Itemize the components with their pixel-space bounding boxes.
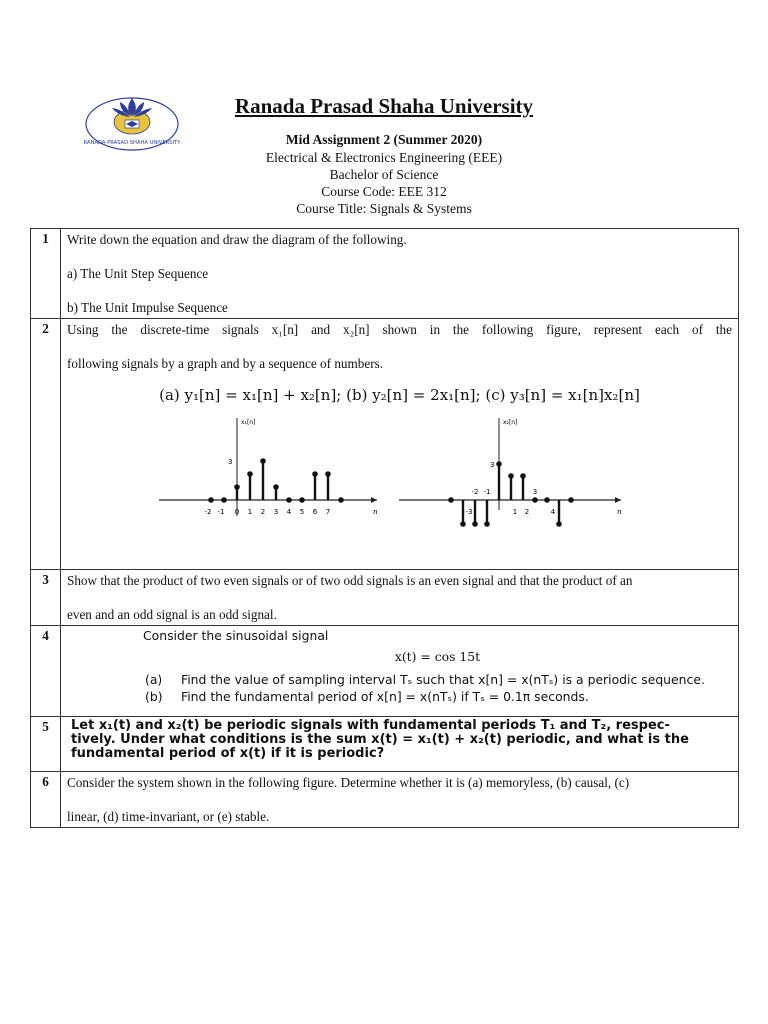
x-tick-label: -2 — [204, 508, 212, 516]
question-3-line1: Show that the product of two even signals or of two odd signals is an even signal and that the product of an — [67, 573, 633, 588]
question-4-part-a — [143, 672, 732, 687]
x-tick-label: 6 — [312, 508, 318, 516]
x-tick-label: 5 — [299, 508, 305, 516]
stem-point — [299, 497, 305, 503]
question-2-line1: Using the discrete-time signals x₁[n] and x₂[n] shown in the following figure, represent each of the — [67, 322, 732, 337]
stem-point — [273, 484, 279, 490]
question-5-line2: tively. Under what conditions is the sum x(t) = x₁(t) + x₂(t) periodic, and what is the — [71, 732, 689, 747]
question-row — [31, 570, 739, 626]
question-row — [31, 772, 739, 828]
x-tick-label: 7 — [325, 508, 331, 516]
stem-point — [496, 461, 502, 467]
question-body — [61, 319, 739, 570]
n-axis-arrow — [615, 497, 621, 503]
y-tick-label: 3 — [490, 461, 495, 469]
stem-point — [520, 473, 526, 479]
question-body — [61, 570, 739, 626]
question-number: 5 — [31, 717, 61, 772]
x-tick-label: 4 — [550, 508, 556, 516]
logo-text: RANADA PRASAD SHAHA UNIVERSITY — [84, 140, 180, 146]
x-tick-label: 4 — [286, 508, 292, 516]
question-4-part-b — [143, 689, 732, 704]
question-row — [31, 626, 739, 717]
x-tick-label: 2 — [524, 508, 530, 516]
x-tick-label: 0 — [234, 508, 240, 516]
y-tick-label: 3 — [228, 458, 233, 466]
stem-point — [448, 497, 454, 503]
question-6-line1: Consider the system shown in the following figure. Determine whether it is (a) memoryless, (b) causal, (c) — [67, 775, 630, 790]
course-code: Course Code: EEE 312 — [321, 184, 447, 199]
questions-table — [30, 228, 739, 828]
part-text: Find the fundamental period of x[n] = x(nTₛ) if Tₛ = 0.1π seconds. — [181, 689, 589, 704]
question-1-intro: Write down the equation and draw the diagram of the following. — [67, 232, 407, 247]
stem-point — [312, 471, 318, 477]
stem-point — [532, 497, 538, 503]
question-number: 2 — [31, 319, 61, 570]
question-body — [61, 626, 739, 717]
assignment-title: Mid Assignment 2 (Summer 2020) — [285, 132, 483, 147]
stem-point — [325, 471, 331, 477]
stem-point — [286, 497, 292, 503]
x-tick-label: 1 — [512, 508, 518, 516]
question-1-part-a: a) The Unit Step Sequence — [67, 266, 209, 281]
stem-point — [568, 497, 574, 503]
figure-x1 — [159, 410, 389, 544]
stem-point — [484, 521, 490, 527]
question-3-line2: even and an odd signal is an odd signal. — [67, 607, 277, 622]
stem-point — [234, 484, 240, 490]
stem-point — [544, 497, 550, 503]
question-number: 3 — [31, 570, 61, 626]
question-4-intro: Consider the sinusoidal signal — [143, 628, 329, 643]
x-tick-label: 3 — [532, 488, 538, 496]
x-tick-label: 3 — [273, 508, 279, 516]
figure-x2 — [399, 410, 639, 544]
x-tick-label: -2 — [471, 488, 479, 496]
question-number: 1 — [31, 229, 61, 319]
question-5-line3: fundamental period of x(t) if it is periodic? — [71, 746, 385, 761]
course-title: Course Title: Signals & Systems — [296, 201, 472, 216]
stem-point — [460, 521, 466, 527]
part-label: (a) — [145, 672, 163, 687]
part-label: (b) — [145, 689, 163, 704]
figure-title: x₁[n] — [241, 419, 256, 426]
stem-point — [472, 521, 478, 527]
degree: Bachelor of Science — [329, 167, 439, 182]
question-body — [61, 717, 739, 772]
stem-point — [260, 458, 266, 464]
stem-point — [338, 497, 344, 503]
stem-point — [221, 497, 227, 503]
question-body — [61, 772, 739, 828]
figure-title: x₂[n] — [503, 419, 518, 426]
axis-label: n — [373, 508, 378, 516]
department: Electrical & Electronics Engineering (EEE) — [265, 150, 503, 165]
stem-point — [556, 521, 562, 527]
question-1-part-b: b) The Unit Impulse Sequence — [67, 300, 228, 315]
stem-point — [208, 497, 214, 503]
signal-figures — [67, 410, 732, 546]
x-tick-label: -1 — [217, 508, 225, 516]
part-text: Find the value of sampling interval Tₛ such that x[n] = x(nTₛ) is a periodic sequence. — [181, 672, 705, 687]
question-row — [31, 229, 739, 319]
question-2-line2: following signals by a graph and by a sequence of numbers. — [67, 356, 384, 371]
question-2-equation: (a) y₁[n] = x₁[n] + x₂[n]; (b) y₂[n] = 2x₁[n]; (c) y₃[n] = x₁[n]x₂[n] — [159, 386, 640, 404]
question-number: 6 — [31, 772, 61, 828]
question-row — [31, 717, 739, 772]
question-6-line2: linear, (d) time-invariant, or (e) stable. — [67, 809, 270, 824]
question-body — [61, 229, 739, 319]
x-tick-label: 1 — [247, 508, 253, 516]
question-4-equation: x(t) = cos 15t — [394, 649, 481, 664]
axis-label: n — [617, 508, 622, 516]
x-tick-label: -3 — [465, 508, 473, 516]
x-tick-label: -1 — [483, 488, 491, 496]
x-tick-label: 2 — [260, 508, 266, 516]
n-axis-arrow — [371, 497, 377, 503]
university-name: Ranada Prasad Shaha University — [234, 94, 534, 118]
question-number: 4 — [31, 626, 61, 717]
question-row — [31, 319, 739, 570]
stem-point — [508, 473, 514, 479]
stem-point — [247, 471, 253, 477]
question-5-line1: Let x₁(t) and x₂(t) be periodic signals with fundamental periods T₁ and T₂, respec- — [71, 718, 670, 733]
